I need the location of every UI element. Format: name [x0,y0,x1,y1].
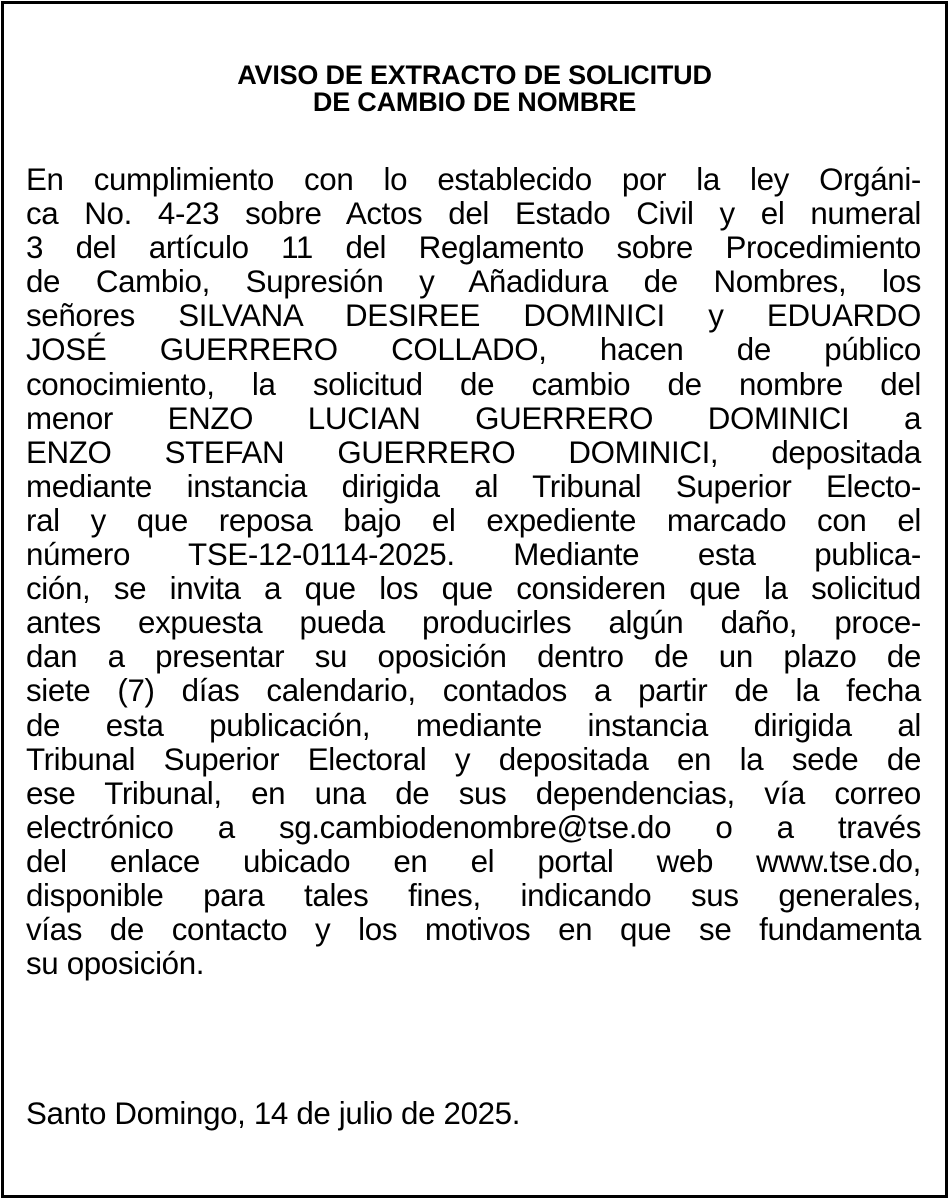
body-line: ca No. 4-23 sobre Actos del Estado Civil y el numeral [26,196,921,232]
body-line: En cumplimiento con lo establecido por la ley Orgáni- [26,162,921,197]
body-line: 3 del artículo 11 del Reglamento sobre Procedimiento [26,230,921,266]
notice-frame [1,1,948,1198]
body-line: vías de contacto y los motivos en que se fundamenta [26,912,921,948]
body-line: ese Tribunal, en una de sus dependencias, vía correo [26,775,921,811]
body-line: JOSÉ GUERRERO COLLADO, hacen de público [26,332,921,368]
body-line: señores SILVANA DESIREE DOMINICI y EDUARDO [26,298,921,334]
body-line: conocimiento, la solicitud de cambio de nombre del [26,366,921,402]
body-line: electrónico a sg.cambiodenombre@tse.do o a través [26,809,921,845]
body-line: ENZO STEFAN GUERRERO DOMINICI, depositada [26,434,921,470]
body-line: ción, se invita a que los que consideren que la solicitud [26,571,921,607]
body-line: ral y que reposa bajo el expediente marcado con el [26,502,921,538]
body-line: del enlace ubicado en el portal web www.tse.do, [26,843,921,879]
body-line: número TSE-12-0114-2025. Mediante esta publica- [26,537,921,573]
body-line: Tribunal Superior Electoral y depositada en la sede de [26,741,921,777]
notice-body [26,163,921,981]
body-line: de Cambio, Supresión y Añadidura de Nombres, los [26,264,921,300]
body-line: su oposición. [26,946,205,982]
body-line: mediante instancia dirigida al Tribunal Superior Electo- [26,468,921,504]
body-line: antes expuesta pueda producirles algún daño, proce- [26,605,921,641]
body-line: disponible para tales fines, indicando sus generales, [26,877,921,913]
body-line: siete (7) días calendario, contados a partir de la fecha [26,673,921,709]
body-line: menor ENZO LUCIAN GUERRERO DOMINICI a [26,400,921,436]
closing-place-date: Santo Domingo, 14 de julio de 2025. [26,1096,521,1131]
notice-title-line-2: DE CAMBIO DE NOMBRE [312,87,637,117]
body-line: dan a presentar su oposición dentro de un plazo de [26,639,921,675]
body-line: de esta publicación, mediante instancia dirigida al [26,707,921,743]
notice-title-line-1: AVISO DE EXTRACTO DE SOLICITUD [237,60,712,90]
